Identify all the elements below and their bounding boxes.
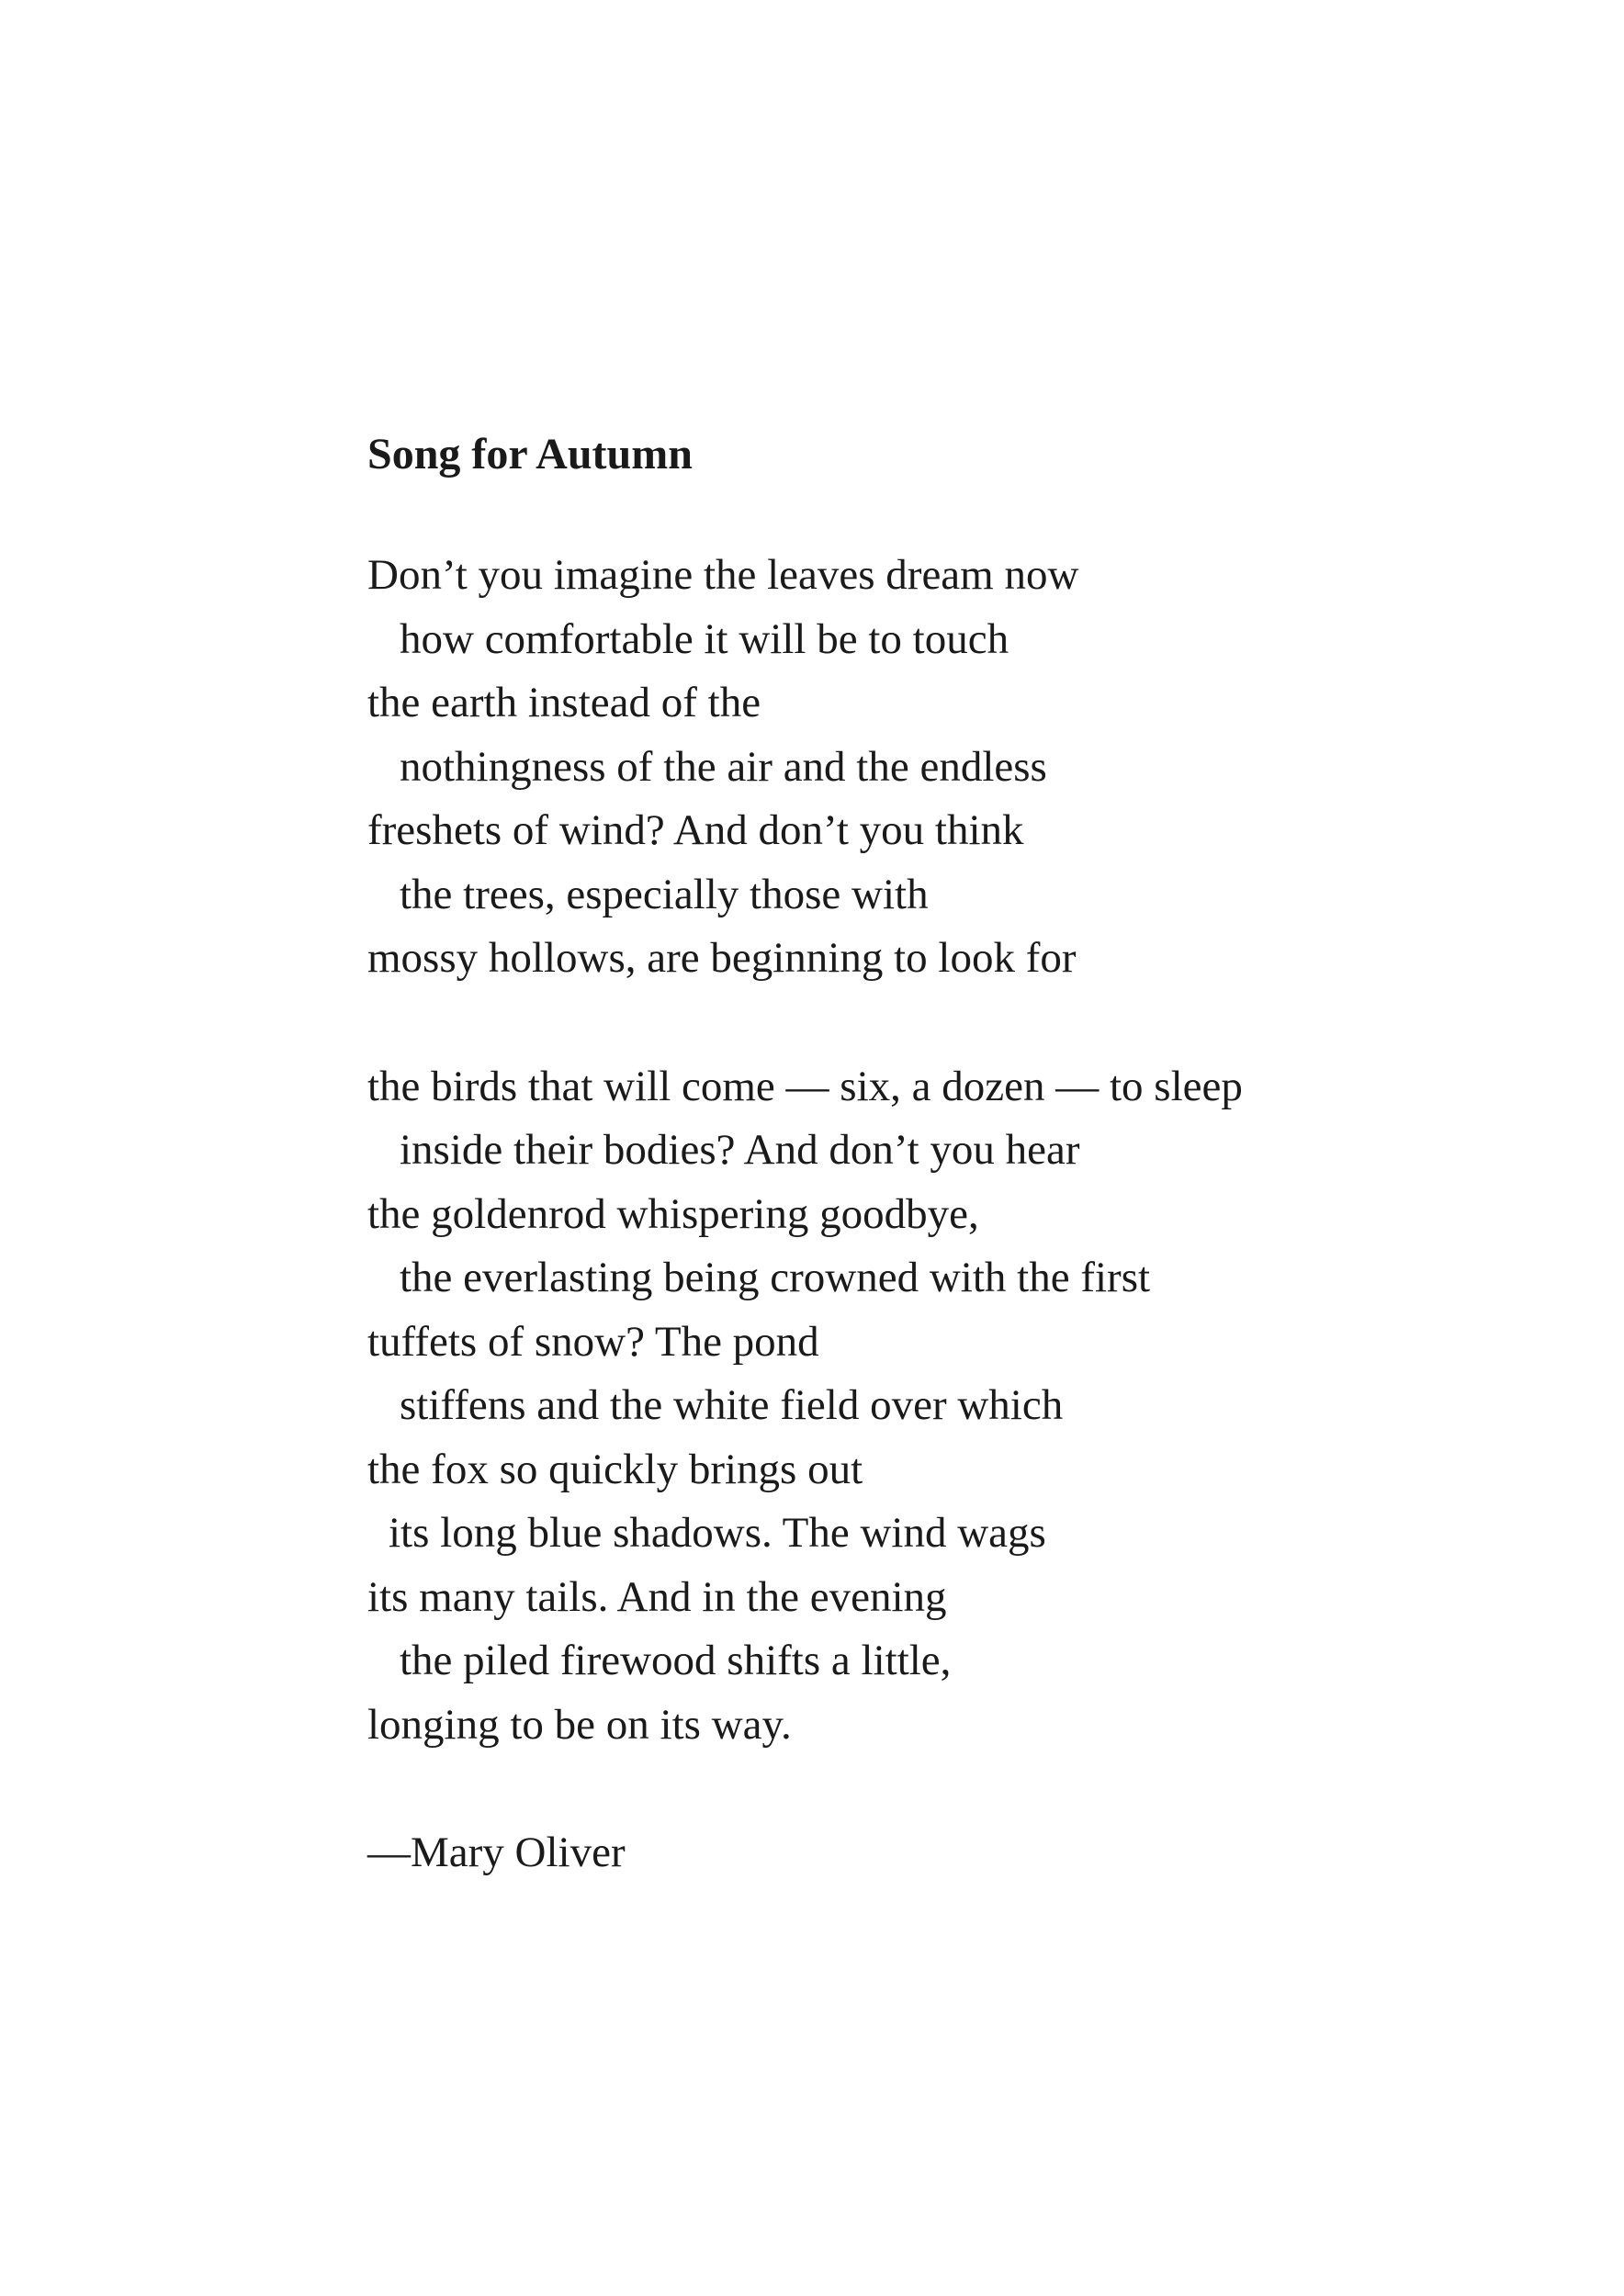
poem-line: the piled firewood shifts a little, xyxy=(400,1637,952,1684)
poem-line: the earth instead of the xyxy=(367,679,761,726)
poem-line: how comfortable it will be to touch xyxy=(400,614,1009,663)
poem-line: the everlasting being crowned with the first xyxy=(400,1254,1151,1301)
stanza-1 xyxy=(367,544,1562,991)
stanza-2 xyxy=(367,1055,1562,1758)
poem-line: mossy hollows, are beginning to look for xyxy=(367,934,1077,982)
poem-page xyxy=(367,418,1562,1885)
poem-line: Don’t you imagine the leaves dream now xyxy=(367,551,1079,599)
poem-line: longing to be on its way. xyxy=(367,1700,792,1749)
poem-line: tuffets of snow? The pond xyxy=(367,1317,819,1366)
poem-line: the fox so quickly brings out xyxy=(367,1445,863,1493)
poem-line: the goldenrod whispering goodbye, xyxy=(367,1189,979,1238)
poem-line: the birds that will come — six, a dozen — to sleep xyxy=(367,1062,1243,1110)
poem-line: its many tails. And in the evening xyxy=(367,1572,947,1621)
poem-attribution: —Mary Oliver xyxy=(367,1829,626,1876)
poem-line: nothingness of the air and the endless xyxy=(400,742,1047,791)
poem-line: stiffens and the white field over which xyxy=(400,1381,1064,1429)
poem-title: Song for Autumn xyxy=(367,430,693,478)
poem-line: the trees, especially those with xyxy=(400,870,929,918)
poem-line: freshets of wind? And don’t you think xyxy=(367,806,1024,854)
poem-line: its long blue shadows. The wind wags xyxy=(389,1509,1046,1557)
poem-line: inside their bodies? And don’t you hear xyxy=(400,1126,1080,1174)
